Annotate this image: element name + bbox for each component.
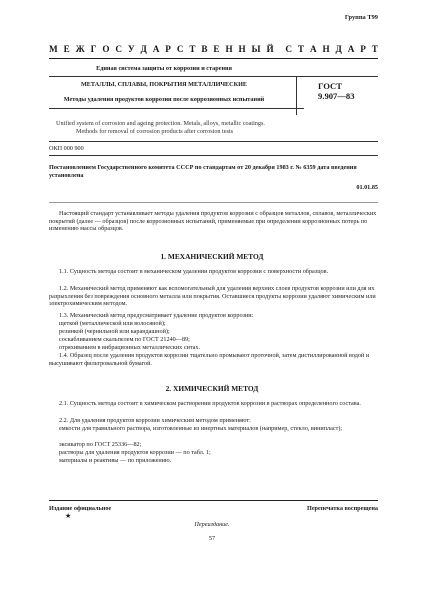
clause-1-3: 1.3. Механический метод предусматривает удаление продуктов коррозии: (59, 312, 254, 319)
english-title-2: Methods for removal of corrosion products after corrosion tests (76, 128, 234, 135)
system-title: Единая система защиты от коррозии и старения (96, 65, 232, 72)
standard-header-letter: У (127, 44, 135, 54)
standard-header-letter: Т (297, 44, 305, 54)
standard-header-letter: С (285, 44, 293, 54)
standard-header-letter: Д (335, 44, 342, 54)
title-rule-top (49, 76, 378, 77)
standard-header-letter: О (102, 44, 110, 54)
english-title-1: Unified system of corrosion and ageing protection. Metals, alloys, metallic coatings. (56, 120, 265, 127)
standard-header-letter: Н (322, 44, 330, 54)
list-item: емкости для травильного раствора, изготовленные из инертных материалов (например, стекло, винипласт); (59, 425, 343, 432)
standard-header-letter: С (115, 44, 123, 54)
section-1-heading: 1. МЕХАНИЧЕСКИЙ МЕТОД (160, 252, 264, 261)
standard-header-letter: В (201, 44, 208, 54)
group-label: Группа Т99 (344, 14, 378, 21)
standard-header-letter: Р (360, 44, 366, 54)
standard-header-letter: С (176, 44, 184, 54)
standard-header-letter: Н (238, 44, 246, 54)
standard-header-letter: А (152, 44, 160, 54)
official-edition: Издание официальное (49, 505, 112, 512)
intro-paragraph: Настоящий стандарт устанавливает методы удаления продуктов коррозии с образцов металлов, сплавов, металлических покрытий (далее — образцов) после коррозионных испытаний, применяемые при определении коррозионных потерь по изменению массы образцов. (49, 210, 377, 233)
clause-1-2: 1.2. Механический метод применяют как вспомогательный для удаления верхних слоев продуктов коррозии или для их разрыхления без повреждения основного металла или покрытия. Оставшиеся продукты коррозии удаляют химическим или электрохимическим методом. (49, 285, 376, 308)
clause-2-1: 2.1. Сущность метода состоит в химическом растворении продуктов коррозии в растворах определенного состава. (59, 400, 361, 407)
standard-header-letter: Ы (251, 44, 261, 54)
standard-header-letter: Е (213, 44, 220, 54)
header-rule (49, 58, 378, 59)
clause-1-1: 1.1. Сущность метода состоит в механическом удалении продуктов коррозии с поверхности образцов. (59, 268, 329, 275)
list-item: соскабливанием скальпелем по ГОСТ 21240—89; (59, 336, 190, 343)
clause-1-4: 1.4. Образец после удаления продуктов коррозии тщательно промывают проточной, затем дистиллированной водой и высушивают фильтровальной бумагой. (49, 352, 370, 367)
document-title: МЕТАЛЛЫ, СПЛАВЫ, ПОКРЫТИЯ МЕТАЛЛИЧЕСКИЕ (80, 81, 248, 88)
standard-header-letter: Т (371, 44, 378, 54)
list-item: материалы и реактивы — по приложению. (59, 457, 172, 464)
title-rule-mid (49, 108, 304, 109)
standard-header-letter: Е (63, 44, 70, 54)
reissue-note: Переиздание. (194, 521, 230, 528)
list-item: эксикатор по ГОСТ 25336—82; (59, 441, 142, 448)
standard-header-letter: М (49, 44, 58, 54)
star-icon: ★ (65, 512, 72, 520)
effective-date: 01.01.85 (356, 184, 378, 191)
list-item: растворы для удаления продуктов коррозии — по табл. 1; (59, 449, 211, 456)
english-rule (49, 141, 378, 142)
standard-header-letter: Н (225, 44, 233, 54)
okp-code: ОКП 000 900 (49, 145, 84, 152)
resolution-text: Постановлением Государственного комитета СССР по стандартам от 20 декабря 1983 г. № 6359 дата введения установлена (49, 164, 357, 179)
okp-rule (49, 155, 378, 156)
section-2-heading: 2. ХИМИЧЕСКИЙ МЕТОД (165, 384, 259, 393)
reprint-notice: Перепечатка воспрещена (307, 505, 378, 512)
list-item: резинкой (чернильной или карандашной); (59, 328, 170, 335)
clause-2-2: 2.2. Для удаления продуктов коррозии химическим методом применяют: (59, 417, 251, 424)
standard-header-letter: Й (266, 44, 274, 54)
standard-header-letter: Ж (75, 44, 85, 54)
title-vertical-rule (296, 76, 297, 115)
list-item: щеткой (металлической или волосяной); (59, 320, 166, 327)
document-subtitle: Методы удаления продуктов коррозии после коррозионных испытаний (63, 96, 265, 103)
standard-header-letter: Р (165, 44, 171, 54)
gost-number: 9.907—83 (318, 91, 355, 101)
standard-header-letter: А (347, 44, 355, 54)
gost-label: ГОСТ (318, 81, 342, 91)
standard-header-letter: А (309, 44, 317, 54)
standard-header-letter: Д (140, 44, 147, 54)
standard-header (49, 44, 378, 54)
list-item: отряхиванием в вибрационных металлических ситах. (59, 344, 201, 351)
standard-header-letter: Т (189, 44, 196, 54)
page-number: 57 (208, 535, 216, 542)
standard-header-letter: Г (90, 44, 97, 54)
body-separator (49, 202, 378, 203)
footer-rule (49, 500, 378, 501)
